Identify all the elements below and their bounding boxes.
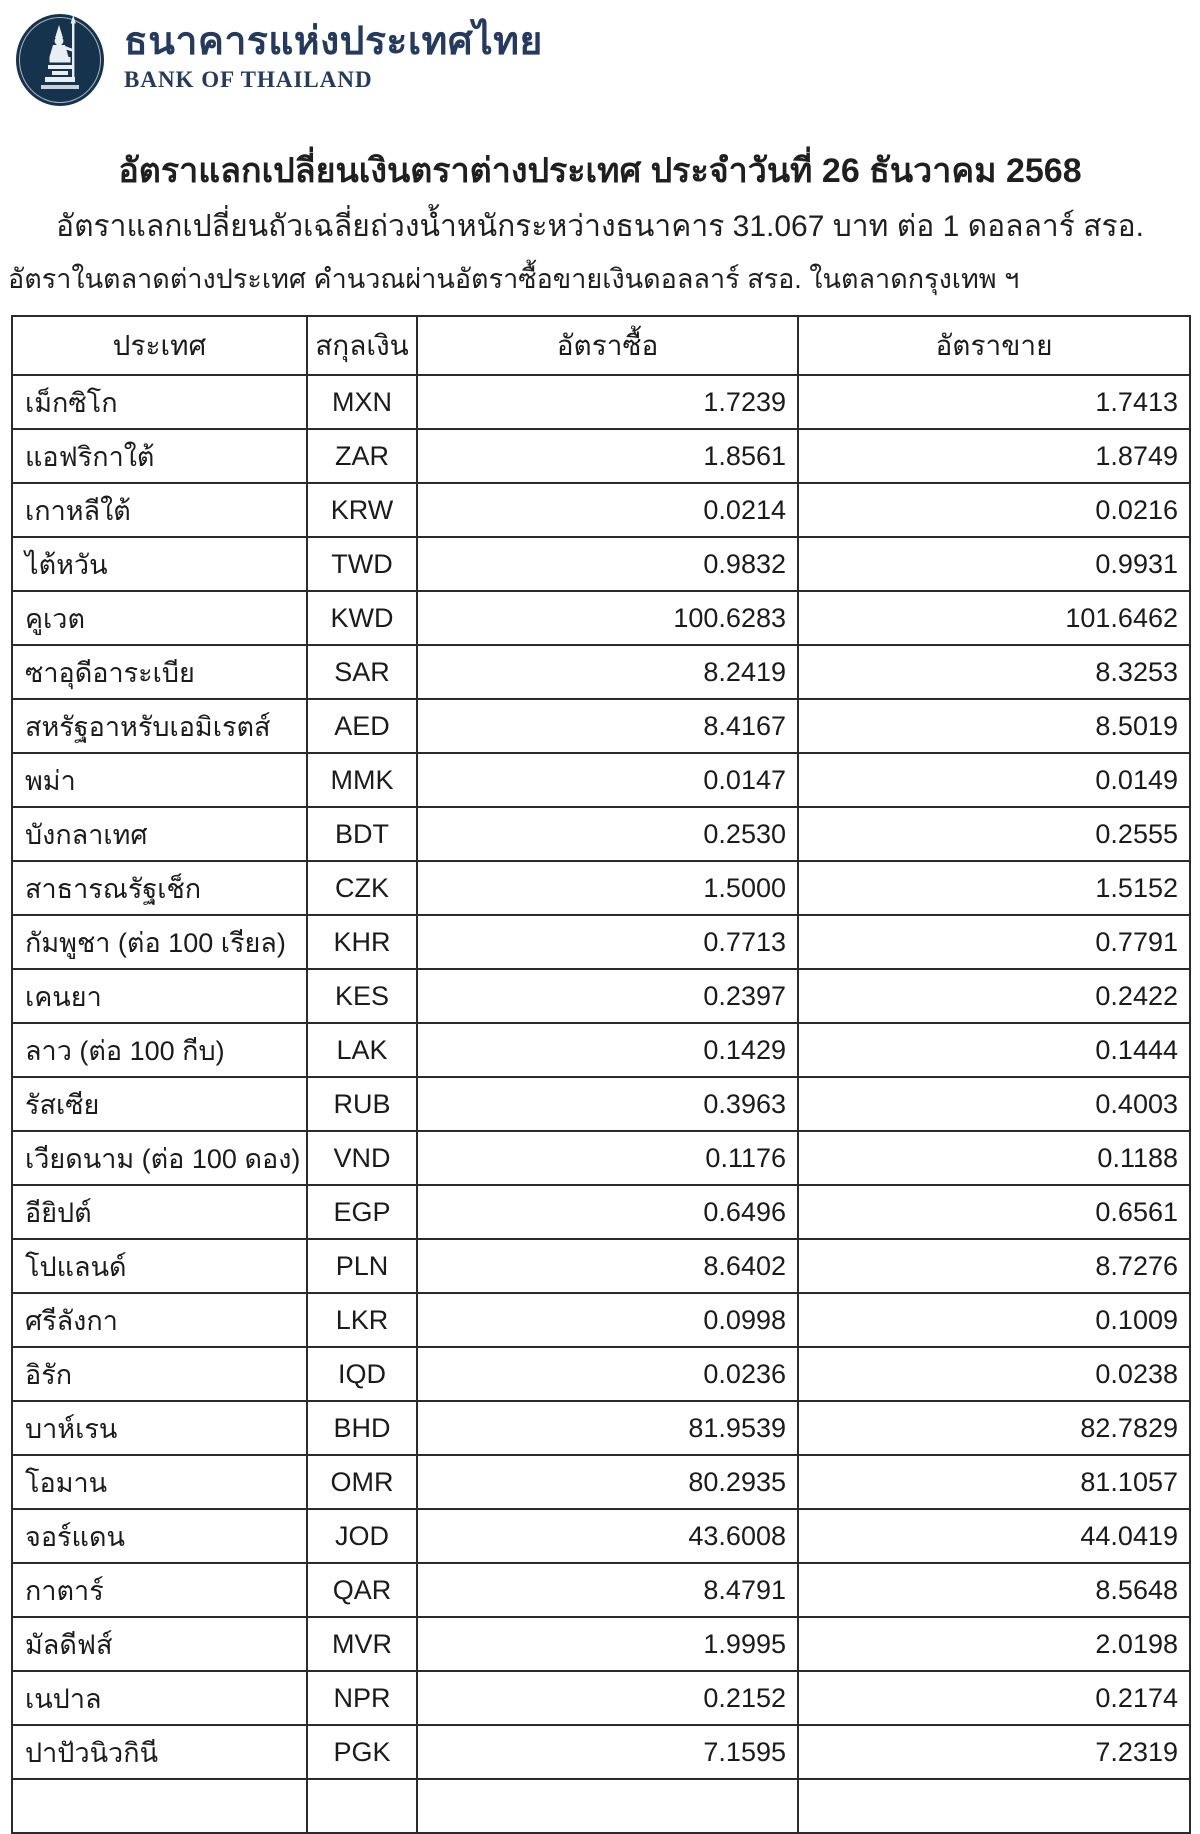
buy-rate-cell: 81.9539 [417,1401,798,1455]
table-row [12,807,1190,861]
sell-rate-cell: 1.7413 [798,375,1190,429]
sell-rate-cell: 2.0198 [798,1617,1190,1671]
table-row [12,699,1190,753]
buy-rate-cell: 0.0998 [417,1293,798,1347]
country-cell: เม็กซิโก [12,375,307,429]
sell-rate-cell: 0.2174 [798,1671,1190,1725]
currency-code-cell [307,1779,417,1833]
sell-rate-cell: 1.8749 [798,429,1190,483]
table-row [12,645,1190,699]
table-row [12,591,1190,645]
currency-code-cell: KES [307,969,417,1023]
currency-code-cell: LAK [307,1023,417,1077]
sell-rate-cell: 0.9931 [798,537,1190,591]
buy-rate-cell: 0.2530 [417,807,798,861]
country-cell: แอฟริกาใต้ [12,429,307,483]
table-row [12,1617,1190,1671]
buy-rate-cell: 100.6283 [417,591,798,645]
country-cell: ไต้หวัน [12,537,307,591]
masthead [0,0,1200,113]
buy-rate-cell: 1.9995 [417,1617,798,1671]
bank-of-thailand-logo-icon [14,12,106,113]
country-cell: รัสเซีย [12,1077,307,1131]
buy-rate-cell: 1.5000 [417,861,798,915]
currency-code-cell: LKR [307,1293,417,1347]
buy-rate-cell: 0.1176 [417,1131,798,1185]
currency-code-cell: KRW [307,483,417,537]
market-note: อัตราในตลาดต่างประเทศ คำนวณผ่านอัตราซื้อขายเงินดอลลาร์ สรอ. ในตลาดกรุงเทพ ฯ [8,264,1020,295]
currency-code-cell: VND [307,1131,417,1185]
buy-rate-cell: 0.0214 [417,483,798,537]
sell-rate-cell: 0.0149 [798,753,1190,807]
column-header-buy-rate: อัตราซื้อ [417,316,798,375]
sell-rate-cell: 101.6462 [798,591,1190,645]
sell-rate-cell: 0.6561 [798,1185,1190,1239]
currency-code-cell: RUB [307,1077,417,1131]
currency-code-cell: PGK [307,1725,417,1779]
sell-rate-cell: 82.7829 [798,1401,1190,1455]
country-cell: สหรัฐอาหรับเอมิเรตส์ [12,699,307,753]
buy-rate-cell: 0.0236 [417,1347,798,1401]
table-row [12,1293,1190,1347]
country-cell: สาธารณรัฐเช็ก [12,861,307,915]
column-header-currency: สกุลเงิน [307,316,417,375]
table-row [12,1671,1190,1725]
buy-rate-cell: 0.7713 [417,915,798,969]
table-row [12,1401,1190,1455]
sell-rate-cell: 0.0216 [798,483,1190,537]
buy-rate-cell: 1.7239 [417,375,798,429]
currency-code-cell: ZAR [307,429,417,483]
column-header-country: ประเทศ [12,316,307,375]
table-row [12,483,1190,537]
buy-rate-cell [417,1779,798,1833]
column-header-sell-rate: อัตราขาย [798,316,1190,375]
country-cell: กาตาร์ [12,1563,307,1617]
country-cell: อียิปต์ [12,1185,307,1239]
sell-rate-cell: 0.1444 [798,1023,1190,1077]
currency-code-cell: KWD [307,591,417,645]
table-row [12,915,1190,969]
currency-code-cell: MXN [307,375,417,429]
country-cell: บาห์เรน [12,1401,307,1455]
buy-rate-cell: 1.8561 [417,429,798,483]
sell-rate-cell: 81.1057 [798,1455,1190,1509]
currency-code-cell: TWD [307,537,417,591]
buy-rate-cell: 8.2419 [417,645,798,699]
sell-rate-cell: 0.0238 [798,1347,1190,1401]
currency-code-cell: JOD [307,1509,417,1563]
currency-code-cell: PLN [307,1239,417,1293]
currency-code-cell: BDT [307,807,417,861]
sell-rate-cell: 1.5152 [798,861,1190,915]
country-cell: อิรัก [12,1347,307,1401]
buy-rate-cell: 43.6008 [417,1509,798,1563]
sell-rate-cell: 8.7276 [798,1239,1190,1293]
brand-text [124,12,543,93]
currency-code-cell: MVR [307,1617,417,1671]
country-cell: โปแลนด์ [12,1239,307,1293]
currency-code-cell: AED [307,699,417,753]
bank-name-thai: ธนาคารแห่งประเทศไทย [124,20,543,63]
country-cell: เคนยา [12,969,307,1023]
sell-rate-cell: 0.2555 [798,807,1190,861]
page-subtitle: อัตราแลกเปลี่ยนถัวเฉลี่ยถ่วงน้ำหนักระหว่างธนาคาร 31.067 บาท ต่อ 1 ดอลลาร์ สรอ. [56,210,1144,244]
sell-rate-cell: 0.1009 [798,1293,1190,1347]
country-cell: ปาปัวนิวกินี [12,1725,307,1779]
country-cell: เนปาล [12,1671,307,1725]
country-cell: บังกลาเทศ [12,807,307,861]
table-header [12,316,1190,375]
country-cell: ศรีลังกา [12,1293,307,1347]
sell-rate-cell: 44.0419 [798,1509,1190,1563]
sell-rate-cell: 0.4003 [798,1077,1190,1131]
country-cell: มัลดีฟส์ [12,1617,307,1671]
country-cell: เกาหลีใต้ [12,483,307,537]
buy-rate-cell: 0.9832 [417,537,798,591]
country-cell: เวียดนาม (ต่อ 100 ดอง) [12,1131,307,1185]
exchange-rate-table [11,315,1191,1834]
bank-name-english: BANK OF THAILAND [124,66,373,92]
currency-code-cell: CZK [307,861,417,915]
table-row [12,1023,1190,1077]
buy-rate-cell: 8.4167 [417,699,798,753]
sell-rate-cell: 0.7791 [798,915,1190,969]
buy-rate-cell: 7.1595 [417,1725,798,1779]
currency-code-cell: IQD [307,1347,417,1401]
table-header-row [12,316,1190,375]
country-cell: จอร์แดน [12,1509,307,1563]
currency-code-cell: MMK [307,753,417,807]
country-cell: ซาอุดีอาระเบีย [12,645,307,699]
buy-rate-cell: 80.2935 [417,1455,798,1509]
country-cell: คูเวต [12,591,307,645]
currency-code-cell: QAR [307,1563,417,1617]
buy-rate-cell: 0.3963 [417,1077,798,1131]
table-row [12,1347,1190,1401]
table-row [12,429,1190,483]
buy-rate-cell: 8.4791 [417,1563,798,1617]
currency-code-cell: EGP [307,1185,417,1239]
table-row [12,375,1190,429]
table-row [12,1131,1190,1185]
table-row [12,1563,1190,1617]
sell-rate-cell: 8.5648 [798,1563,1190,1617]
page-title: อัตราแลกเปลี่ยนเงินตราต่างประเทศ ประจำวันที่ 26 ธันวาคม 2568 [118,152,1082,190]
table-row [12,1185,1190,1239]
table-row [12,1077,1190,1131]
buy-rate-cell: 0.2152 [417,1671,798,1725]
country-cell: โอมาน [12,1455,307,1509]
sell-rate-cell: 7.2319 [798,1725,1190,1779]
table-row [12,969,1190,1023]
country-cell: พม่า [12,753,307,807]
table-row-partial [12,1779,1190,1833]
country-cell: กัมพูชา (ต่อ 100 เรียล) [12,915,307,969]
buy-rate-cell: 0.2397 [417,969,798,1023]
sell-rate-cell: 0.1188 [798,1131,1190,1185]
buy-rate-cell: 0.0147 [417,753,798,807]
currency-code-cell: KHR [307,915,417,969]
rates-tbody [12,375,1190,1833]
table-row [12,1239,1190,1293]
buy-rate-cell: 0.1429 [417,1023,798,1077]
table-row [12,753,1190,807]
sell-rate-cell: 8.3253 [798,645,1190,699]
buy-rate-cell: 0.6496 [417,1185,798,1239]
table-row [12,1509,1190,1563]
sell-rate-cell: 0.2422 [798,969,1190,1023]
country-cell: ลาว (ต่อ 100 กีบ) [12,1023,307,1077]
table-row [12,537,1190,591]
currency-code-cell: SAR [307,645,417,699]
currency-code-cell: NPR [307,1671,417,1725]
currency-code-cell: OMR [307,1455,417,1509]
sell-rate-cell: 8.5019 [798,699,1190,753]
table-row [12,1725,1190,1779]
sell-rate-cell [798,1779,1190,1833]
table-row [12,861,1190,915]
country-cell [12,1779,307,1833]
table-row [12,1455,1190,1509]
currency-code-cell: BHD [307,1401,417,1455]
buy-rate-cell: 8.6402 [417,1239,798,1293]
